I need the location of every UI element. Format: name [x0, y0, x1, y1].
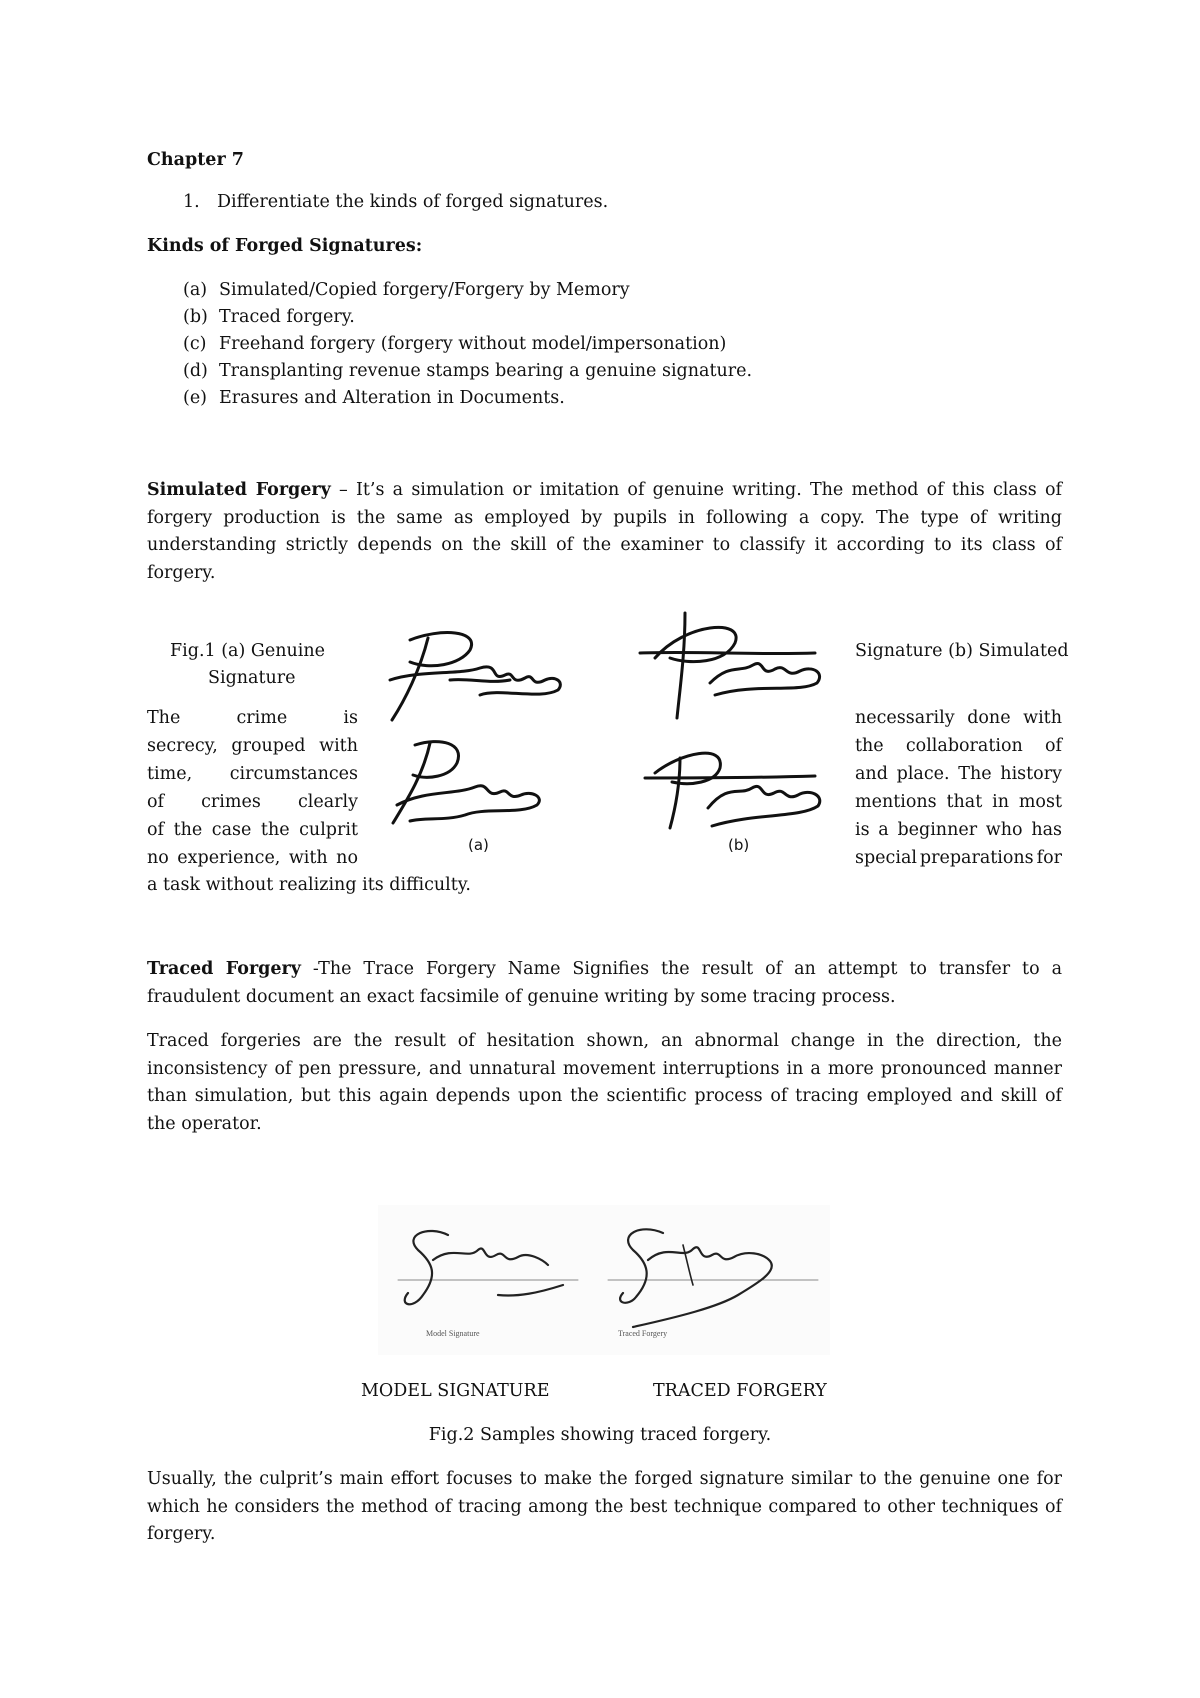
fig1-caption-left-line2: Signature	[208, 668, 296, 688]
kinds-heading: Kinds of Forged Signatures:	[147, 236, 423, 256]
list-item: (a) Simulated/Copied forgery/Forgery by Memory	[183, 280, 630, 300]
traced-term: Traced Forgery	[147, 959, 301, 979]
simulated-signature-bottom	[640, 738, 840, 833]
genuine-signature-top	[380, 620, 580, 730]
wrap-left-line: of crimes clearly	[147, 792, 358, 812]
wrap-last-line: a task without realizing its difficulty.	[147, 875, 471, 895]
wrap-right-line: and place. The history	[855, 764, 1062, 784]
simulated-text: – It’s a simulation or imitation of genuine writing. The method of this class of forgery production is the same as employed by pupils in following a copy. The type of writing understanding strictly depends on the skill of the examiner to classify it according to its class of forgery.	[147, 480, 1062, 583]
list-item: (d) Transplanting revenue stamps bearing a genuine signature.	[183, 361, 753, 381]
simulated-signature-top	[635, 603, 845, 728]
wrap-left-column	[147, 704, 358, 872]
traced-paragraph	[147, 956, 1062, 1011]
traced-forgery-figure	[378, 1205, 830, 1355]
simulated-paragraph	[147, 477, 1062, 587]
wrap-left-line: no experience, with no	[147, 848, 358, 868]
wrap-right-line: is a beginner who has	[855, 820, 1062, 840]
wrap-left-line: secrecy, grouped with	[147, 736, 358, 756]
wrap-right-column	[855, 704, 1062, 872]
fig1-label-b: (b)	[728, 836, 750, 854]
wrap-left-line: The crime is	[147, 708, 358, 728]
traced-forgery-label: TRACED FORGERY	[653, 1381, 827, 1401]
traced-text: -The Trace Forgery Name Signifies the result of an attempt to transfer to a fraudulent document an exact facsimile of genuine writing by some tracing process.	[147, 959, 1062, 1007]
chapter-heading: Chapter 7	[147, 150, 244, 170]
fig1-caption-right: Signature (b) Simulated	[855, 641, 1069, 661]
list-item: (b) Traced forgery.	[183, 307, 355, 327]
fig2-caption: Fig.2 Samples showing traced forgery.	[428, 1425, 772, 1445]
question-text: Differentiate the kinds of forged signatures.	[217, 192, 609, 212]
question-number: 1.	[183, 192, 200, 212]
wrap-right-line: the collaboration of	[855, 736, 1062, 756]
list-item: (e) Erasures and Alteration in Documents.	[183, 388, 565, 408]
model-signature-label: MODEL SIGNATURE	[361, 1381, 550, 1401]
model-signature-small-label: Model Signature	[426, 1329, 480, 1338]
wrap-right-line: special preparations for	[855, 848, 1062, 868]
list-item: (c) Freehand forgery (forgery without model/impersonation)	[183, 334, 727, 354]
traced-paragraph-2: Traced forgeries are the result of hesitation shown, an abnormal change in the direction, the inconsistency of pen pressure, and unnatural movement interruptions in a more pronounced manner than simulation, but this again depends upon the scientific process of tracing employed and skill of the operator.	[147, 1031, 1062, 1134]
simulated-term: Simulated Forgery	[147, 480, 331, 500]
wrap-left-line: of the case the culprit	[147, 820, 358, 840]
wrap-right-line: mentions that in most	[855, 792, 1062, 812]
question-item	[147, 189, 608, 216]
genuine-signature-bottom	[385, 735, 560, 830]
wrap-right-line: necessarily done with	[855, 708, 1062, 728]
fig1-label-a: (a)	[468, 836, 489, 854]
wrap-left-line: time, circumstances	[147, 764, 358, 784]
traced-forgery-small-label: Traced Forgery	[618, 1329, 668, 1338]
fig1-caption-left: Fig.1 (a) Genuine	[170, 641, 325, 661]
closing-paragraph: Usually, the culprit’s main effort focuses to make the forged signature similar to the genuine one for which he considers the method of tracing among the best technique compared to other techniques of forgery.	[147, 1469, 1062, 1544]
